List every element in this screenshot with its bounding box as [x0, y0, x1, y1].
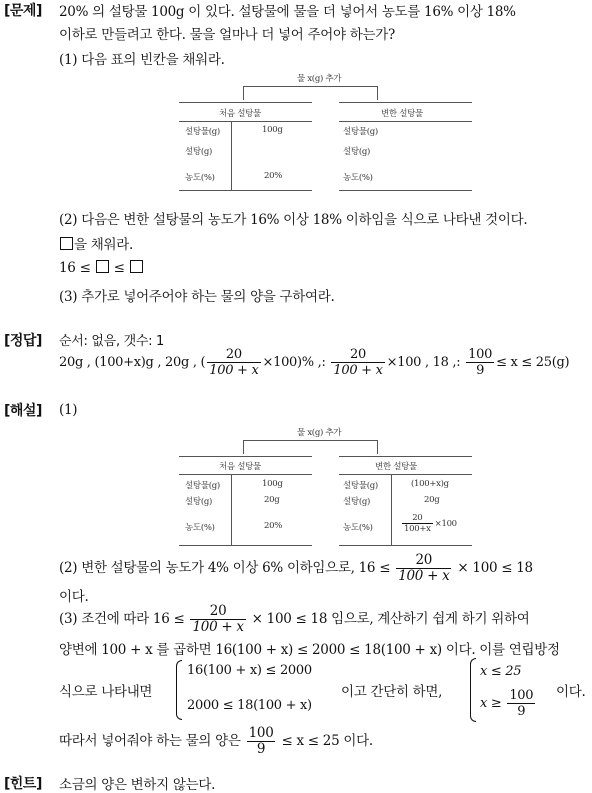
- row-label: 설탕물(g): [343, 481, 378, 491]
- left-header: 처음 설탕물: [219, 462, 261, 472]
- fraction: [190, 604, 245, 635]
- left-header: 처음 설탕물: [219, 109, 261, 119]
- explanation-3-mid: 이고 간단히 하면,: [341, 684, 443, 700]
- fraction-denominator: 100 + x: [333, 363, 383, 378]
- row-value: 20g: [264, 495, 280, 505]
- problem-line-1: 20% 의 설탕물 100g 이 있다. 설탕물에 물을 더 넣어서 농도를 16% 이상 18%: [59, 4, 516, 20]
- fraction-numerator: 100: [248, 725, 274, 741]
- table-rule: [179, 474, 312, 475]
- table-rule: [231, 474, 232, 545]
- question-1: (1) 다음 표의 빈칸을 채워라.: [59, 52, 225, 68]
- fraction-numerator: 20: [415, 552, 433, 568]
- row-label: 농도(%): [343, 173, 373, 183]
- explanation-part: × 100 ≤ 18 임으로, 계산하기 쉽게 하기 위하여: [251, 611, 530, 627]
- answer-tag: [정답]: [4, 333, 42, 349]
- table-rule: [391, 474, 392, 545]
- row-label: 설탕(g): [343, 497, 370, 507]
- fraction-numerator: 100: [468, 347, 493, 362]
- row-label: 설탕(g): [185, 147, 212, 157]
- fraction: [247, 726, 276, 757]
- table-rule: [339, 474, 472, 475]
- row-label: 농도(%): [343, 523, 373, 533]
- answer-line-2: [59, 346, 569, 380]
- explanation-part: ≤ x ≤ 25 이다.: [281, 733, 373, 749]
- expr-mid: ≤: [113, 260, 125, 276]
- answer-part: 20g , (100+x)g , 20g , (: [59, 355, 206, 370]
- row-value: 100g: [262, 125, 283, 135]
- fraction-denominator: 100 + x: [398, 568, 450, 584]
- table-rule: [179, 545, 312, 546]
- row-value: (100+x)g: [411, 479, 449, 489]
- answer-part: ×100)% ,:: [262, 355, 330, 370]
- question-2-expression: [59, 260, 144, 276]
- fraction: [331, 347, 384, 378]
- row-label: 설탕물(g): [185, 481, 220, 491]
- explanation-tag: [해설]: [4, 403, 42, 419]
- table-rule: [339, 121, 472, 122]
- hint-tag: [힌트]: [4, 776, 42, 792]
- explanation-2: [59, 551, 533, 585]
- table-rule: [339, 190, 472, 191]
- fraction: [507, 688, 535, 719]
- question-3: (3) 추가로 넣어주어야 하는 물의 양을 구하여라.: [59, 289, 335, 305]
- explanation-3-conclusion: [59, 724, 373, 758]
- blank-box: [130, 260, 143, 273]
- arrow-stem-left: [243, 86, 244, 100]
- question-2-tail: 을 채워라.: [74, 237, 133, 253]
- system-eq-1: 16(100 + x) ≤ 2000: [187, 663, 312, 678]
- explanation-3: [59, 602, 529, 636]
- answer-line-1: 순서: 없음, 갯수: 1: [59, 334, 165, 349]
- fraction-numerator: 20: [209, 603, 227, 619]
- arrow-stem-left: [243, 440, 244, 454]
- answer-part: ×100 , 18 ,:: [386, 355, 465, 370]
- fraction-denominator: 100 + x: [192, 619, 244, 635]
- fraction-denominator: 9: [466, 362, 494, 378]
- fraction-denominator: 9: [507, 703, 535, 719]
- arrow-label: 물 x(g) 추가: [297, 74, 342, 84]
- system-eq-3: x ≤ 25: [480, 664, 522, 679]
- problem-line-2: 이하로 만들려고 한다. 물을 얼마나 더 넣어 주어야 하는가?: [59, 27, 395, 43]
- table-rule: [179, 190, 312, 191]
- row-label: 설탕(g): [185, 497, 212, 507]
- fraction-denominator: 100 + x: [209, 363, 259, 378]
- system-eq-4: [480, 688, 537, 719]
- arrow-line: [243, 86, 378, 87]
- table-rule: [231, 121, 232, 190]
- question-2-box-line: [59, 233, 133, 253]
- answer-part: ≤ x ≤ 25(g): [496, 355, 570, 370]
- blank-box: [96, 260, 109, 273]
- arrow-line: [243, 440, 378, 441]
- explanation-3-end: 이다.: [556, 684, 586, 700]
- table-rule: [179, 102, 312, 103]
- row-value: 100g: [262, 479, 283, 489]
- row-label: 설탕물(g): [343, 127, 378, 137]
- system-eq-2: 2000 ≤ 18(100 + x): [187, 698, 312, 713]
- explanation-part: (3) 조건에 따라 16 ≤: [59, 611, 185, 627]
- fraction-denominator: 9: [247, 741, 276, 757]
- arrow-stem-right: [377, 440, 378, 454]
- row-label: 농도(%): [185, 173, 215, 183]
- row-label: 설탕물(g): [185, 127, 220, 137]
- explanation-3-line-2: 양변에 100 + x 를 곱하면 16(100 + x) ≤ 2000 ≤ 18(100 + x) 이다. 이를 연립방정: [59, 642, 560, 658]
- table-rule: [179, 456, 312, 457]
- expr-left: 16 ≤: [59, 260, 91, 276]
- row-label: 농도(%): [185, 523, 215, 533]
- fraction: [207, 347, 260, 378]
- explanation-part: × 100 ≤ 18: [457, 560, 533, 576]
- table-rule: [179, 121, 312, 122]
- fraction: [402, 513, 433, 534]
- table-rule: [339, 102, 472, 103]
- problem-tag: [문제]: [4, 3, 42, 19]
- fraction-denominator: 100+x: [404, 524, 431, 534]
- row-value-fraction: [400, 513, 457, 534]
- fraction: [396, 553, 451, 584]
- row-value: 20%: [264, 521, 282, 531]
- arrow-label: 물 x(g) 추가: [297, 428, 342, 438]
- explanation-2-end: 이다.: [59, 589, 89, 605]
- right-header: 변한 설탕물: [381, 109, 423, 119]
- row-label: 설탕(g): [343, 147, 370, 157]
- explanation-part: (2) 변한 설탕물의 농도가 4% 이상 6% 이하임으로, 16 ≤: [59, 560, 391, 576]
- explanation-1: (1): [59, 402, 78, 418]
- fraction-numerator: 20: [412, 513, 423, 523]
- right-header: 변한 설탕물: [375, 462, 417, 472]
- arrow-stem-right: [377, 86, 378, 100]
- fraction-numerator: 20: [350, 347, 366, 362]
- row-value: 20%: [264, 171, 282, 181]
- brace-icon: [176, 660, 182, 720]
- fraction-tail: ×100: [434, 519, 457, 529]
- table-rule: [339, 456, 472, 457]
- hint-text: 소금의 양은 변하지 않는다.: [59, 777, 216, 793]
- explanation-3-line-3: 식으로 나타내면: [59, 684, 153, 700]
- brace-icon: [470, 658, 476, 722]
- table-rule: [339, 545, 472, 546]
- fraction: [466, 347, 494, 378]
- row-value: 20g: [424, 495, 440, 505]
- system-eq-4-left: x ≥: [480, 696, 502, 711]
- question-2: (2) 다음은 변한 설탕물의 농도가 16% 이상 18% 이하임을 식으로 나타낸 것이다.: [59, 212, 528, 228]
- fraction-numerator: 100: [509, 688, 534, 703]
- explanation-part: 따라서 넣어줘야 하는 물의 양은: [59, 733, 241, 749]
- fraction-numerator: 20: [225, 347, 242, 362]
- blank-box: [60, 237, 73, 250]
